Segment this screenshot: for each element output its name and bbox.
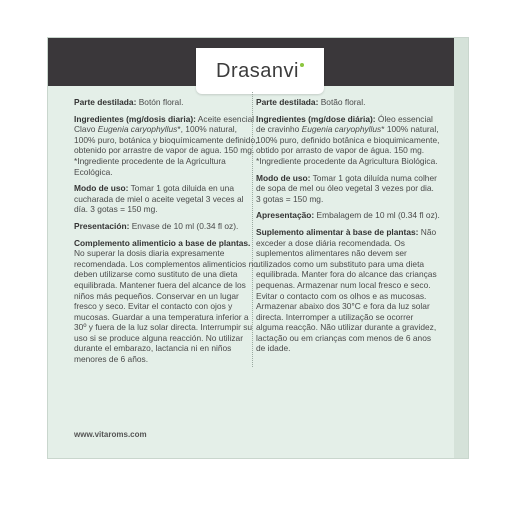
- supplement-warning: Suplemento alimentar à base de plantas: Não exceder a dose diária recomendada. Os suplementos alimentares não devem ser utilizados como um substituto para uma dieta equilibrada. Manter fora do alcance das crianças pequenas. Armazenar num local fresco e seco. Evitar o contacto com os olhos e as mucosas. Armazenar abaixo dos 30°C e fora da luz solar directa. Interromper a utilização se ocorrer alguma reacção. Não utilizar durante a gravidez, lactação ou em crianças com menos de 6 anos de idade.: [256, 226, 437, 354]
- supplement-warning: Complemento alimenticio a base de plantas. No superar la dosis diaria expresamente recomendada. Los complementos alimenticios no deben utilizarse como sustituto de una dieta equilibrada. Mantener fuera del alcance de los niños más pequeños. Conservar en un lugar fresco y seco. Evitar el contacto con ojos y mucosas. Guardar a una temperatura inferior a 30º y fuera de la luz solar directa. Interrumpir su uso si se produce alguna reacción. No utilizar durante el embarazo, lactancia ni en niños menores de 6 años.: [74, 237, 258, 365]
- ingredients: Ingredientes (mg/dosis diaria): Aceite esencial Clavo Eugenia caryophyllus*, 100% natural, 100% puro, botánica y bioquímicamente definido, obtenido por arrastre de vapor de agua. 150 mg. *Ingrediente procedente de la Agricultura Ecológica.: [74, 113, 258, 177]
- portuguese-column: [256, 97, 440, 360]
- usage: Modo de uso: Tomar 1 gota diluída numa colher de sopa de mel ou óleo vegetal 3 vezes por dia. 3 gotas = 150 mg.: [256, 172, 437, 204]
- distilled-part: Parte destilada: Botón floral.: [74, 97, 184, 107]
- product-box-back: [47, 37, 469, 459]
- ingredients: Ingredientes (mg/dose diária): Óleo essencial de cravinho Eugenia caryophyllus* 100% natural, 100% puro, definido botânica e bioquimicamente, obtido por arrasto de vapor de água. 150 mg. *Ingrediente procedente da Agricultura Biológica.: [256, 113, 440, 166]
- brand-logo: Drasanvi: [196, 60, 324, 83]
- website-url: www.vitaroms.com: [74, 430, 147, 439]
- distilled-part: Parte destilada: Botão floral.: [256, 97, 366, 107]
- logo-tab: [196, 48, 324, 94]
- spanish-column: [74, 97, 258, 371]
- usage: Modo de uso: Tomar 1 gota diluida en una cucharada de miel o aceite vegetal 3 veces al día. 3 gotas = 150 mg.: [74, 183, 244, 215]
- box-side-edge: [454, 38, 468, 458]
- presentation: Presentación: Envase de 10 ml (0.34 fl oz).: [74, 220, 239, 231]
- leaf-icon: [300, 63, 304, 67]
- presentation: Apresentação: Embalagem de 10 ml (0.34 fl oz).: [256, 210, 440, 221]
